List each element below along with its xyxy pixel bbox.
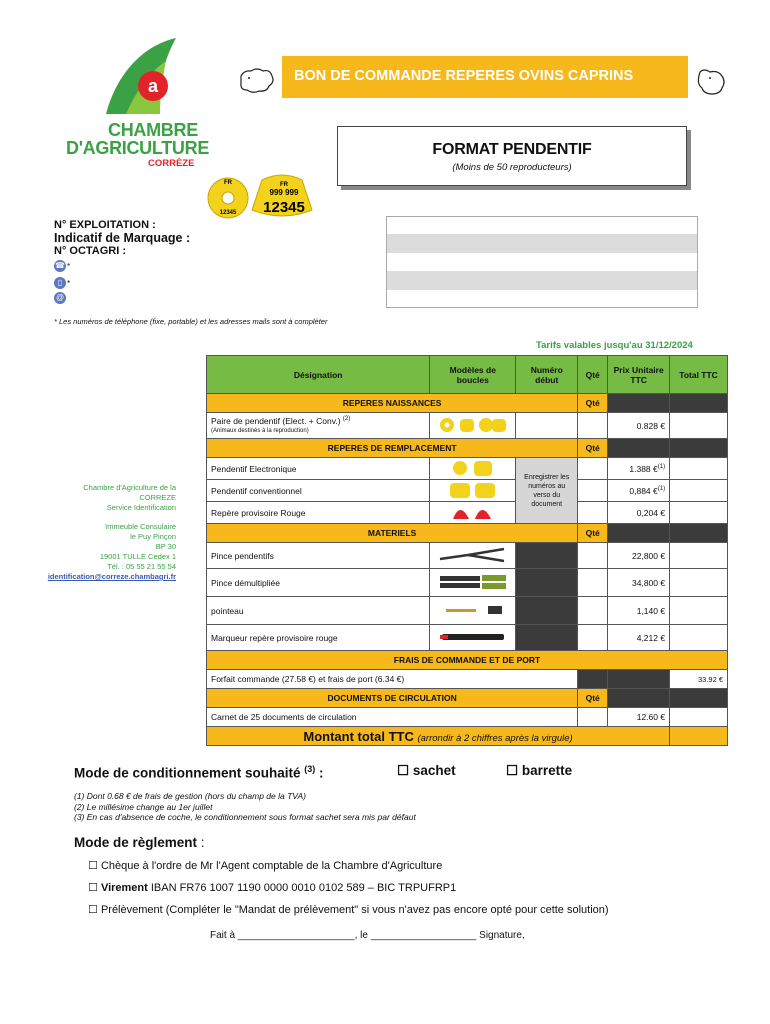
- total-input[interactable]: [670, 502, 728, 524]
- table-row: [207, 458, 728, 480]
- table-row: [207, 480, 728, 502]
- header-numero: Numéro début: [516, 356, 578, 394]
- logo-letter: a: [147, 76, 159, 96]
- checkbox-icon[interactable]: ☐: [88, 882, 98, 894]
- total-input[interactable]: [670, 543, 728, 569]
- email-icon: @: [55, 293, 65, 302]
- checkbox-icon[interactable]: ☐: [88, 904, 98, 916]
- field-octagri[interactable]: [387, 253, 697, 271]
- mobile-required-mark: *: [67, 279, 71, 288]
- footnote: (2) Le millésime change au 1er juillet: [74, 801, 213, 812]
- table-row: [207, 670, 728, 689]
- chamber-logo-mark: [96, 36, 186, 116]
- section-row-materiels: [207, 524, 728, 543]
- order-table: [206, 355, 728, 746]
- unit-price: 34,800 €: [608, 569, 670, 597]
- total-input[interactable]: [670, 625, 728, 651]
- signature-line: Fait à _____________________, le ___________________ Signature,: [210, 930, 525, 941]
- checkbox-icon[interactable]: ☐: [506, 763, 519, 778]
- section-qte-label: Qté: [578, 394, 608, 413]
- pliers-image: [430, 543, 516, 569]
- red-tag-image: [430, 502, 516, 524]
- option-prelevement[interactable]: ☐ Prélèvement (Compléter le "Mandat de prélèvement" si vous n'avez pas encore opté pour cette solution): [88, 904, 609, 916]
- field-n-exploitation[interactable]: [387, 217, 697, 235]
- phone-required-mark: *: [67, 262, 71, 271]
- section-row-documents: [207, 689, 728, 708]
- section-title: DOCUMENTS DE CIRCULATION: [207, 689, 578, 708]
- tag-model-image: [430, 458, 516, 480]
- total-input[interactable]: [670, 708, 728, 727]
- table-row: [207, 597, 728, 625]
- item-label: pointeau: [207, 597, 430, 625]
- section-title: REPERES DE REMPLACEMENT: [207, 439, 578, 458]
- table-row: [207, 502, 728, 524]
- unit-price: 0.828 €: [608, 413, 670, 439]
- item-label: Forfait commande (27.58 €) et frais de port (6.34 €): [207, 670, 578, 689]
- org-name-region: CORRÈZE: [148, 158, 195, 169]
- svg-text:12345: 12345: [263, 199, 305, 216]
- format-title: FORMAT PENDENTIF: [432, 141, 592, 158]
- phone-icon: ☎: [55, 261, 65, 270]
- sheep-icon: [237, 66, 277, 96]
- total-input[interactable]: [670, 458, 728, 480]
- mobile-phone-icon: ▯: [54, 277, 66, 289]
- label-n-exploitation: N° EXPLOITATION :: [54, 219, 156, 231]
- item-label: Pendentif Electronique: [207, 458, 430, 480]
- total-input[interactable]: [670, 597, 728, 625]
- frais-total: 33.92 €: [670, 670, 728, 689]
- header-total: Total TTC: [670, 356, 728, 394]
- header-modeles: Modèles de boucles: [430, 356, 516, 394]
- conditionnement-label: Mode de conditionnement souhaité $^{(3)}$ :: [74, 764, 324, 781]
- contact-line: Tél. : 05 55 21 55 54: [107, 562, 176, 571]
- table-row: [207, 543, 728, 569]
- reglement-label: Mode de règlement :: [74, 835, 205, 850]
- contact-line: le Puy Pinçon: [130, 532, 176, 541]
- table-row: [207, 569, 728, 597]
- footnotes: [74, 791, 416, 823]
- header-designation: Désignation: [207, 356, 430, 394]
- tarifs-validity: Tarifs valables jusqu'au 31/12/2024: [536, 340, 693, 351]
- item-label: Repère provisoire Rouge: [207, 502, 430, 524]
- svg-text:FR: FR: [224, 180, 232, 186]
- contact-line: CORREZE: [139, 493, 176, 502]
- unit-price: 22,800 €: [608, 543, 670, 569]
- section-row-remplacement: [207, 439, 728, 458]
- unit-price: 1.388 €$^{(1)}$: [608, 458, 670, 480]
- section-row-frais: [207, 651, 728, 670]
- contact-line: Service Identification: [106, 503, 176, 512]
- grand-total-input[interactable]: [670, 727, 728, 746]
- header-prix: Prix Unitaire TTC: [608, 356, 670, 394]
- qty-input[interactable]: [578, 597, 608, 625]
- header-qte: Qté: [578, 356, 608, 394]
- section-qte-label: Qté: [578, 439, 608, 458]
- grand-total-label: Montant total TTC (arrondir à 2 chiffres après la virgule): [207, 727, 670, 746]
- qty-input[interactable]: [578, 708, 608, 727]
- field-phone[interactable]: [387, 272, 697, 290]
- item-label: Carnet de 25 documents de circulation: [207, 708, 578, 727]
- table-header-row: [207, 356, 728, 394]
- footnote: (1) Dont 0.68 € de frais de gestion (hors du champ de la TVA): [74, 791, 306, 801]
- pointeau-image: [430, 597, 516, 625]
- section-qte-label: Qté: [578, 689, 608, 708]
- unit-price: 12.60 €: [608, 708, 670, 727]
- tag-model-image: [430, 413, 516, 439]
- checkbox-icon[interactable]: ☐: [88, 860, 98, 872]
- qty-input[interactable]: [578, 625, 608, 651]
- remplacement-note: Enregistrer les numéros au verso du document: [516, 458, 578, 524]
- contact-line: Chambre d'Agriculture de la: [83, 483, 176, 492]
- format-box: [337, 126, 687, 186]
- table-row: [207, 413, 728, 439]
- label-indicatif-marquage: Indicatif de Marquage :: [54, 231, 191, 245]
- section-title: FRAIS DE COMMANDE ET DE PORT: [207, 651, 728, 670]
- unit-price: 0,204 €: [608, 502, 670, 524]
- unit-price: 0,884 €$^{(1)}$: [608, 480, 670, 502]
- order-form-title-banner: BON DE COMMANDE REPERES OVINS CAPRINS: [282, 56, 688, 98]
- marker-image: [430, 625, 516, 651]
- ear-tags-picture: [204, 172, 324, 220]
- phone-email-note: * Les numéros de téléphone (fixe, portable) et les adresses mails sont à compléter: [54, 317, 328, 326]
- tag-model-image: [430, 480, 516, 502]
- item-label: Pendentif conventionnel: [207, 480, 430, 502]
- section-title: REPERES NAISSANCES: [207, 394, 578, 413]
- qty-input[interactable]: [578, 413, 608, 439]
- item-label: Marqueur repère provisoire rouge: [207, 625, 430, 651]
- footnote: (3) En cas d'absence de coche, le conditionnement sous format sachet sera mis par défaut: [74, 812, 416, 822]
- label-octagri: N° OCTAGRI :: [54, 245, 127, 257]
- svg-text:12345: 12345: [219, 210, 237, 216]
- qty-input[interactable]: [578, 543, 608, 569]
- section-title: MATERIELS: [207, 524, 578, 543]
- field-indicatif-marquage[interactable]: [387, 235, 697, 253]
- goat-icon: [694, 66, 734, 96]
- option-cheque[interactable]: ☐ Chèque à l'ordre de Mr l'Agent comptable de la Chambre d'Agriculture: [88, 860, 443, 872]
- format-subtitle: (Moins de 50 reproducteurs): [452, 162, 572, 173]
- org-name-line1: CHAMBRE: [108, 120, 198, 140]
- unit-price: 4,212 €: [608, 625, 670, 651]
- checkbox-icon[interactable]: ☐: [397, 763, 410, 778]
- org-name-line2: D'AGRICULTURE: [66, 138, 210, 158]
- total-input[interactable]: [670, 569, 728, 597]
- svg-text:FR: FR: [280, 182, 288, 188]
- qty-input[interactable]: [578, 569, 608, 597]
- section-row-naissances: [207, 394, 728, 413]
- section-qte-label: Qté: [578, 524, 608, 543]
- contact-block: [40, 483, 176, 582]
- total-input[interactable]: [670, 480, 728, 502]
- exploitation-fields: [386, 216, 698, 308]
- table-row: [207, 625, 728, 651]
- unit-price: 1,140 €: [608, 597, 670, 625]
- total-input[interactable]: [670, 413, 728, 439]
- contact-line: BP 30: [155, 542, 176, 551]
- field-mobile[interactable]: [387, 290, 697, 308]
- contact-line: 19001 TULLE Cedex 1: [99, 552, 176, 561]
- multiplier-pliers-image: [430, 569, 516, 597]
- qty-input[interactable]: [516, 413, 578, 439]
- item-label: Pince démultipliée: [207, 569, 430, 597]
- contact-line: Immeuble Consulaire: [105, 522, 176, 531]
- option-virement[interactable]: ☐ Virement IBAN FR76 1007 1190 0000 0010 0102 589 – BIC TRPUFRP1: [88, 882, 457, 894]
- item-paire-pendentif: Paire de pendentif (Elect. + Conv.) $^{(2)}$ (Animaux destinés à la reproduction): [207, 413, 430, 439]
- grand-total-row: [207, 727, 728, 746]
- svg-text:999 999: 999 999: [269, 188, 299, 197]
- table-row: [207, 708, 728, 727]
- qty-input[interactable]: [578, 458, 608, 480]
- contact-email-link[interactable]: identification@correze.chambagri.fr: [47, 572, 176, 581]
- item-label: Pince pendentifs: [207, 543, 430, 569]
- qty-input[interactable]: [578, 480, 608, 502]
- option-sachet[interactable]: ☐ sachet: [397, 763, 456, 778]
- qty-input[interactable]: [578, 502, 608, 524]
- option-barrette[interactable]: ☐ barrette: [506, 763, 573, 778]
